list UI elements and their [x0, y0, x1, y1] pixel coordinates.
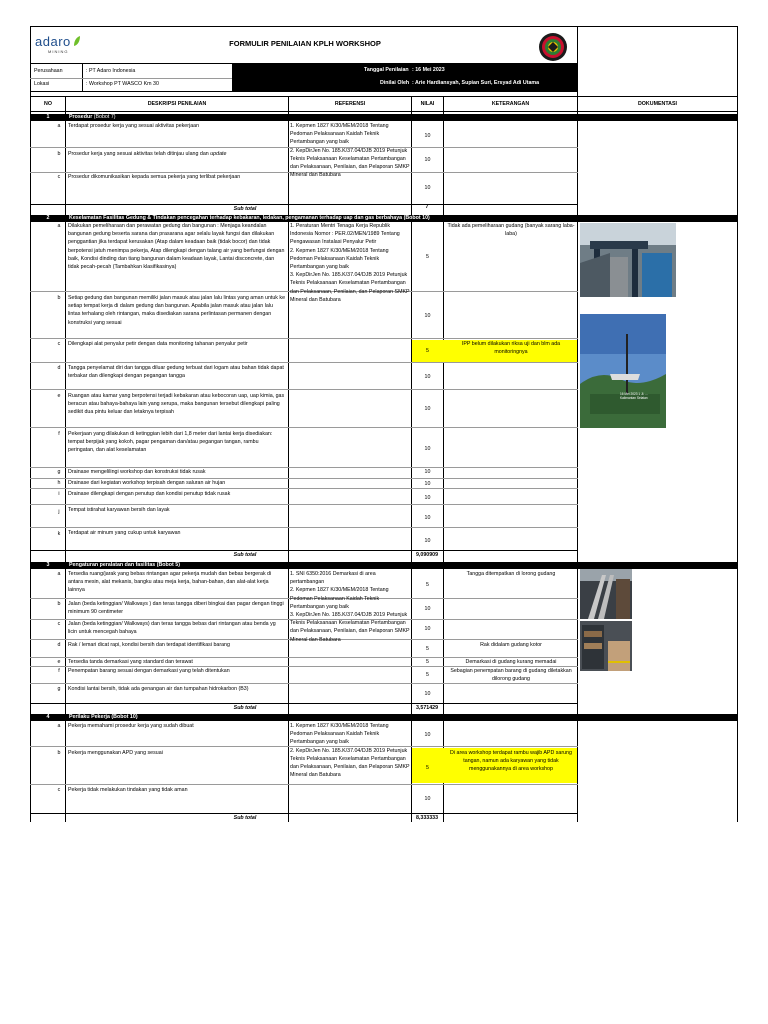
- s2-item-c-nilai: 5: [426, 348, 429, 354]
- col-deskripsi: DESKRIPSI PENILAIAN: [147, 101, 207, 107]
- lokasi-label: Lokasi: [34, 81, 50, 87]
- form-title: FORMULIR PENILAIAN KPLH WORKSHOP: [229, 39, 381, 48]
- s2-item-c-letter: c: [57, 341, 61, 347]
- s2-item-b-letter: b: [57, 295, 61, 301]
- s2-item-g-nilai: 10: [424, 469, 431, 475]
- logo-leaf-icon: [73, 34, 81, 45]
- s2-item-c-ket: IPP belum dilakukan riksa uji dan blm ada monitoringnya: [461, 341, 561, 356]
- s1-item-a-letter: a: [57, 123, 61, 129]
- s3-item-d-letter: d: [57, 642, 61, 648]
- s2-item-e-nilai: 10: [424, 406, 431, 412]
- s3-item-a-ket: Tangga ditempatkan di lorong gudang: [466, 571, 556, 577]
- perusahaan-label: Perusahaan: [34, 68, 63, 74]
- company-logo: [35, 34, 83, 56]
- s3-subtotal-label: Sub total: [233, 705, 257, 711]
- logo-subtext: MINING: [48, 49, 69, 54]
- section-1-header: [30, 114, 738, 121]
- section-3-title: Pengaturan peralatan dan fasilitas (Bobot 5): [69, 562, 180, 568]
- s4-referensi: 1. Kepmen 1827 K/30/MEM/2018 Tentang Pedoman Pelaksanaan Kaidah Teknik Pertambangan yang baik 2. KepDirJen No. 185.K/37.04/DJB 2019 Petunjuk Teknis Pelaksanaan Keselamatan Pertambangan dan Pelaksanaan, Penilaian, dan Pelaporan SMKP Mineral dan Batubara: [290, 723, 410, 779]
- s1-referensi: 1. Kepmen 1827 K/30/MEM/2018 Tentang Pedoman Pelaksanaan Kaidah Teknik Pertambangan yang baik 2. KepDirJen No. 185.K/37.04/DJB 2019 Petunjuk Teknis Pelaksanaan Keselamatan Pertambangan dan Pelaksanaan, Penilaian, dan Pelaporan SMKP Mineral dan Batubara: [290, 123, 410, 179]
- s2-item-g-letter: g: [57, 469, 61, 475]
- s3-item-a-nilai: 5: [426, 582, 429, 588]
- s3-item-c-nilai: 10: [424, 626, 431, 632]
- s3-item-g-letter: g: [57, 686, 61, 692]
- s2-item-j-desc: Tempat istirahat karyawan bersih dan layak: [68, 507, 170, 513]
- s1-subtotal-label: Sub total: [233, 206, 257, 212]
- col-no: NO: [44, 101, 52, 107]
- s2-item-i-desc: Drainase dilengkapi dengan penutup dan kondisi penutup tidak rusak: [68, 491, 231, 497]
- dinilai-label: Dinilai Oleh: [380, 80, 410, 86]
- emblem-icon: [538, 32, 568, 62]
- section-4-title: Perilaku Pekerja (Bobot 10): [69, 714, 138, 720]
- s4-item-c-letter: c: [57, 787, 61, 793]
- s4-item-b-letter: b: [57, 750, 61, 756]
- s2-item-g-desc: Drainase mengelilingi workshop dan konstruksi tidak rusak: [68, 469, 206, 475]
- s4-item-c-nilai: 10: [424, 796, 431, 802]
- s1-item-a-desc: Terdapat prosedur kerja yang sesuai aktivitas pekerjaan: [68, 123, 200, 129]
- s3-item-f-desc: Penempatan barang sesuai dengan demarkasi yang telah ditentukan: [68, 668, 230, 674]
- s1-item-a-nilai: 10: [424, 133, 431, 139]
- s3-item-a-desc: Tersedia ruang/jarak yang bebas rintangan agar pekerja mudah dan bebas bergerak di antara mesin, alat mekanis, bangku atau meja kerja, bahan-bahan, dan alat-alat kerja lainnya: [68, 571, 272, 594]
- s4-subtotal-value: 8,333333: [415, 815, 439, 821]
- s4-subtotal-label: Sub total: [233, 815, 257, 821]
- s1-subtotal-value: 7: [425, 204, 429, 210]
- col-dokumentasi: DOKUMENTASI: [637, 101, 678, 107]
- s2-item-k-nilai: 10: [424, 538, 431, 544]
- s2-item-f-desc: Pekerjaan yang dilakukan di ketinggian lebih dari 1,8 meter dari lantai kerja disediakan: tempat berpijak yang kokoh, pagar pengaman dan/atau pegangan tangan, rambu peringatan, dan alat keselamatan: [68, 431, 273, 454]
- photo-caption: 16 Mei 2023 1 Jl. ... Kalimantan Selatan: [620, 392, 648, 400]
- s1-item-b-desc: [68, 150, 286, 158]
- perusahaan-value: : PT Adaro Indonesia: [86, 68, 136, 74]
- s3-item-e-letter: e: [57, 659, 61, 665]
- s1-item-b-desc-italic: update: [210, 151, 227, 157]
- s2-item-h-letter: h: [57, 480, 61, 486]
- s2-subtotal-label: Sub total: [233, 552, 257, 558]
- s3-item-b-nilai: 10: [424, 606, 431, 612]
- s2-referensi: 1. Peraturan Mentri Tenaga Kerja Republik Indonesia Nomor : PER.02/MEN/1989 Tentang Pengawasan Instalasi Penyalur Petir 2. Kepmen 1827 K/30/MEM/2018 Tentang Pedoman Pelaksanaan Kaidah Teknik Pertambangan yang baik 3. KepDirJen No. 185.K/37.04/DJB 2019 Petunjuk Teknis Pelaksanaan Keselamatan Pertambangan dan Pelaksanaan, Penilaian, dan Pelaporan SMKP Mineral dan Batubara: [290, 223, 410, 303]
- s3-item-b-desc: Jalan (beda ketinggian/ Walkways ) dan teras tangga diberi bingkai dan pagar dengan tinggi minimum 90 centimeter: [68, 601, 284, 616]
- s1-item-b-letter: b: [57, 151, 61, 157]
- s3-item-d-ket: Rak didalam gudang kotor: [480, 642, 542, 648]
- photo-warehouse-ceiling: [580, 223, 676, 297]
- s2-item-j-nilai: 10: [424, 515, 431, 521]
- s1-item-c-desc: Prosedur dikomunikasikan kepada semua pekerja yang terlibat pekerjaan: [68, 174, 241, 180]
- s3-referensi: 1. SNI 6350:2016 Demarkasi di area pertambangan 2. Kepmen 1827 K/30/MEM/2018 Tentang Pedoman Pelaksanaan Kaidah Teknik Pertambangan yang baik 3. KepDirJen No. 185.K/37.04/DJB 2019 Petunjuk Teknis Pelaksanaan Keselamatan Pertambangan dan Pelaksanaan, Penilaian, dan Pelaporan SMKP Mineral dan Batubara: [290, 571, 410, 643]
- s3-item-d-nilai: 5: [426, 646, 429, 652]
- section-2-no: 2: [46, 215, 50, 221]
- photo-warehouse-rack: [580, 621, 632, 671]
- s2-item-h-desc: Drainase dari kegiatan workshop terpisah dengan saluran air hujan: [68, 480, 226, 486]
- s4-item-b-nilai: 5: [426, 765, 429, 771]
- s3-item-f-ket: Sebagian penempatan barang di gudang diletakkan dilorong gudang: [450, 668, 572, 683]
- section-1-title-suffix: (Bobot 7): [92, 114, 116, 120]
- section-3-no: 3: [46, 562, 50, 568]
- s3-item-f-letter: f: [58, 668, 60, 674]
- s2-item-i-nilai: 10: [424, 495, 431, 501]
- section-1-title-text: Prosedur: [69, 114, 93, 120]
- s4-item-b-ket: Di area workshop terdapat rambu wajib APD sarung tangan, namun ada karyawan yang tidak menggunakannya di area workshop: [450, 750, 572, 773]
- s1-item-b-desc-text: Prosedur kerja yang sesuai aktivitas telah ditinjau ulang dan: [68, 151, 211, 157]
- s2-item-c-desc: Dilengkapi alat penyalur petir dengan data monitoring tahanan penyalur petir: [68, 341, 248, 347]
- s2-item-a-letter: a: [57, 223, 61, 229]
- s2-item-d-desc: Tangga penyelamat diri dan tangga diluar gedung terbuat dari logam atau bahan tidak dapat terbakar dan dilengkapi dengan pegangan tangga: [68, 365, 284, 380]
- s2-item-e-letter: e: [57, 393, 61, 399]
- dinilai-value: : Arie Hardiansyah, Supian Suri, Ersyad Adi Utama: [412, 80, 540, 86]
- s3-item-g-nilai: 10: [424, 691, 431, 697]
- s2-item-b-nilai: 10: [424, 313, 431, 319]
- s2-item-f-nilai: 10: [424, 446, 431, 452]
- s2-item-d-nilai: 10: [424, 374, 431, 380]
- col-referensi: REFERENSI: [334, 101, 366, 107]
- s3-item-b-letter: b: [57, 601, 61, 607]
- section-2-title: Keselamatan Fasilitas Gedung & Tindakan pencegahan terhadap kebakaran, ledakan, pengamanan terhadap uap dan gas berbahaya (Bobot 10): [69, 215, 430, 221]
- section-1-title: [69, 113, 116, 121]
- s4-item-b-desc: Pekerja menggunakan APD yang sesuai: [68, 750, 163, 756]
- s3-subtotal-value: 3,571429: [415, 705, 439, 711]
- s1-item-c-letter: c: [57, 174, 61, 180]
- s2-item-e-desc: Ruangan atau kamar yang berpotensi terjadi kebakaran atau kebocoran uap, uap kimia, gas beracun atau bahaya-bahaya lain yang serupa, maka bangunan tersebut dilengkapi paling sedikit dua pintu keluar dan letaknya terpisah: [68, 393, 285, 416]
- s2-item-a-nilai: 5: [426, 254, 429, 260]
- s3-item-e-ket: Demarkasi di gudang kurang memadai: [465, 659, 557, 665]
- section-1-no: 1: [46, 114, 50, 120]
- s1-item-c-nilai: 10: [424, 185, 431, 191]
- s2-item-j-letter: j: [58, 509, 60, 515]
- s2-item-b-desc: Setiap gedung dan bangunan memiliki jalan masuk atau jalan lalu lintas yang aman untuk ke setiap tempat kerja di dalam gedung dan bangunan. Apabila jalan masuk atau jalan lalu lintas terhalang oleh rintangan, maka disediakan sarana perlintasan permanen dengan konstruksi yang sesuai: [68, 295, 286, 326]
- s2-item-d-letter: d: [57, 365, 61, 371]
- s1-item-b-nilai: 10: [424, 157, 431, 163]
- tanggal-value: : 16 Mei 2023: [412, 67, 445, 73]
- tanggal-label: Tanggal Penilaian: [364, 67, 409, 73]
- s4-item-a-desc: Pekerja memahami prosedur kerja yang sudah dibuat: [68, 723, 194, 729]
- s3-item-g-desc: Kondisi lantai bersih, tidak ada genangan air dan tumpahan hidrokarbon (B3): [68, 686, 249, 692]
- col-nilai: NILAI: [420, 101, 435, 107]
- lokasi-value: : Workshop PT WASCO Km 30: [86, 81, 159, 87]
- s3-item-d-desc: Rak / lemari dicat rapi, kondisi bersih dan terdapat identifikasi barang: [68, 642, 230, 648]
- s2-item-i-letter: i: [58, 491, 60, 497]
- s3-item-e-desc: Tersedia tanda demarkasi yang standard dan terawat: [68, 659, 193, 665]
- s4-item-a-nilai: 10: [424, 732, 431, 738]
- photo-ladder-corridor: [580, 569, 632, 619]
- s2-item-a-desc: Dilakukan pemeliharaan dan perawatan gedung dan bangunan : Menjaga keandalan bangunan gedung beserta sarana dan prasarana agar selalu layak fungsi dan dilakukan penggantian jika terdapat kerusakan (Atap dalam keadaan baik (tidak bocor) dan tidak berpotensi jatuh menimpa pekerja, Atap dilengkapi dengan talang air yang berfungsi dengan baik, Kondisi dinding dan tiang bangunan dalam keadaan layak, Lantai disconcrete, dan tidak pecah-pecah (Tambahkan klasifikasinya): [68, 223, 285, 271]
- s4-item-c-desc: Pekerja tidak melakukan tindakan yang tidak aman: [68, 787, 188, 793]
- section-4-no: 4: [46, 714, 50, 720]
- s3-item-f-nilai: 5: [426, 672, 429, 678]
- s2-item-a-ket: Tidak ada pemeliharaan gudang (banyak sarang laba-laba): [447, 223, 575, 238]
- photo-lightning-rod: [580, 314, 666, 428]
- s3-item-a-letter: a: [57, 571, 61, 577]
- logo-text: adaro: [35, 34, 71, 49]
- s2-subtotal-value: 9,090909: [415, 552, 439, 558]
- s4-item-a-letter: a: [57, 723, 61, 729]
- s2-item-f-letter: f: [58, 431, 60, 437]
- s2-item-k-letter: k: [57, 531, 61, 537]
- s3-item-c-letter: c: [57, 621, 61, 627]
- s2-item-k-desc: Terdapat air minum yang cukup untuk karyawan: [68, 530, 181, 536]
- s3-item-c-desc: Jalan (beda ketinggian/ Walkways) dan teras tangga bebas dari rintangan atau benda yg licin untuk mencegah bahaya: [68, 621, 276, 636]
- col-keterangan: KETERANGAN: [491, 101, 530, 107]
- s2-item-h-nilai: 10: [424, 481, 431, 487]
- s3-item-e-nilai: 5: [426, 659, 429, 665]
